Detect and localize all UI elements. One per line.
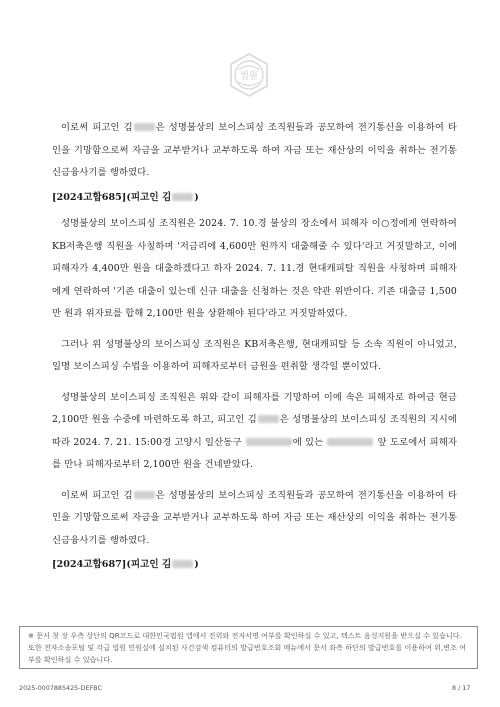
page-number: 8 / 17 [452, 684, 471, 692]
paragraph-5: 이로써 피고인 김 은 성명불상의 보이스피싱 조직원들과 공모하여 전기통신을 이용하여 타인을 기망함으로써 자금을 교부받거나 교부하도록 하여 자금 또는 재산상의 이익을 취하는 전기통신금융사기를 행하였다. [52, 489, 457, 546]
redaction-mask [246, 438, 292, 446]
redaction-mask [134, 123, 155, 131]
case-heading-687: [2024고합687](피고인 김 ) [52, 559, 199, 570]
redaction-mask [134, 491, 155, 499]
notice-text: ※ 문서 첫 장 우측 상단의 QR코드로 대한민국법원 앱에서 진위와 전자서명 여부를 확인하실 수 있고, 텍스트 음성지원을 받으실 수 있습니다. 또한 전자소송포털 및 각급 법원 민원실에 설치된 사건검색 컴퓨터의 발급번호조회 메뉴에서 문서 좌측 하단의 발급번호를 이용하여 위,변조 여부를 확인하실 수 있습니다. [28, 631, 467, 665]
emblem-text: 법원 [240, 71, 258, 82]
redaction-mask [258, 415, 279, 423]
judgment-body [52, 117, 457, 581]
paragraph-1: 이로써 피고인 김 은 성명불상의 보이스피싱 조직원들과 공모하여 전기통신을 이용하여 타인을 기망함으로써 자금을 교부받거나 교부하도록 하여 자금 또는 재산상의 이익을 취하는 전기통신금융사기를 행하였다. [52, 122, 457, 178]
case-heading-685: [2024고합685](피고인 김 ) [52, 191, 199, 203]
paragraph-2: 성명불상의 보이스피싱 조직원은 2024. 7. 10.경 불상의 장소에서 피해자 이○정에게 연락하여 KB저축은행 직원을 사칭하며 '저금리에 4,600만 원까지 대출해줄 수 있다'라고 거짓말하고, 이에 피해자가 4,400만 원을 대출하겠다고 하자 2024. 7. 11.경 현대캐피탈 직원을 사칭하며 피해자에게 연락하여 '기존 대출이 있는데 신규 대출을 신청하는 것은 약관 위반이다. 기존 대출금 1,500만 원과 위자료를 합해 2,100만 원을 상환해야 된다'라고 거짓말하였다. [52, 218, 457, 319]
redaction-mask [327, 438, 373, 446]
paragraph-4: 성명불상의 보이스피싱 조직원은 위와 같이 피해자를 기망하여 이에 속은 피해자로 하여금 현금 2,100만 원을 수중에 마련하도록 하고, 피고인 김 은 성명불상의 보이스피싱 조직원의 지시에 따라 2024. 7. 21. 15:00경 고양시 일산동구 에 있는 앞 도로에서 피해자를 만나 피해자로부터 2,100만 원을 건네받았다. [52, 391, 458, 470]
document-issue-number: 2025-0007885425-DEFBC [19, 684, 102, 692]
verification-notice [19, 626, 478, 669]
paragraph-3: 그러나 위 성명불상의 보이스피싱 조직원은 KB저축은행, 현대캐피탈 등 소속 직원이 아니었고, 일명 보이스피싱 수법을 이용하여 피해자로부터 금원을 편취할 생각일 뿐이었다. [52, 338, 457, 372]
court-emblem-icon [226, 52, 272, 98]
redaction-mask [172, 193, 193, 201]
redaction-mask [172, 560, 193, 568]
